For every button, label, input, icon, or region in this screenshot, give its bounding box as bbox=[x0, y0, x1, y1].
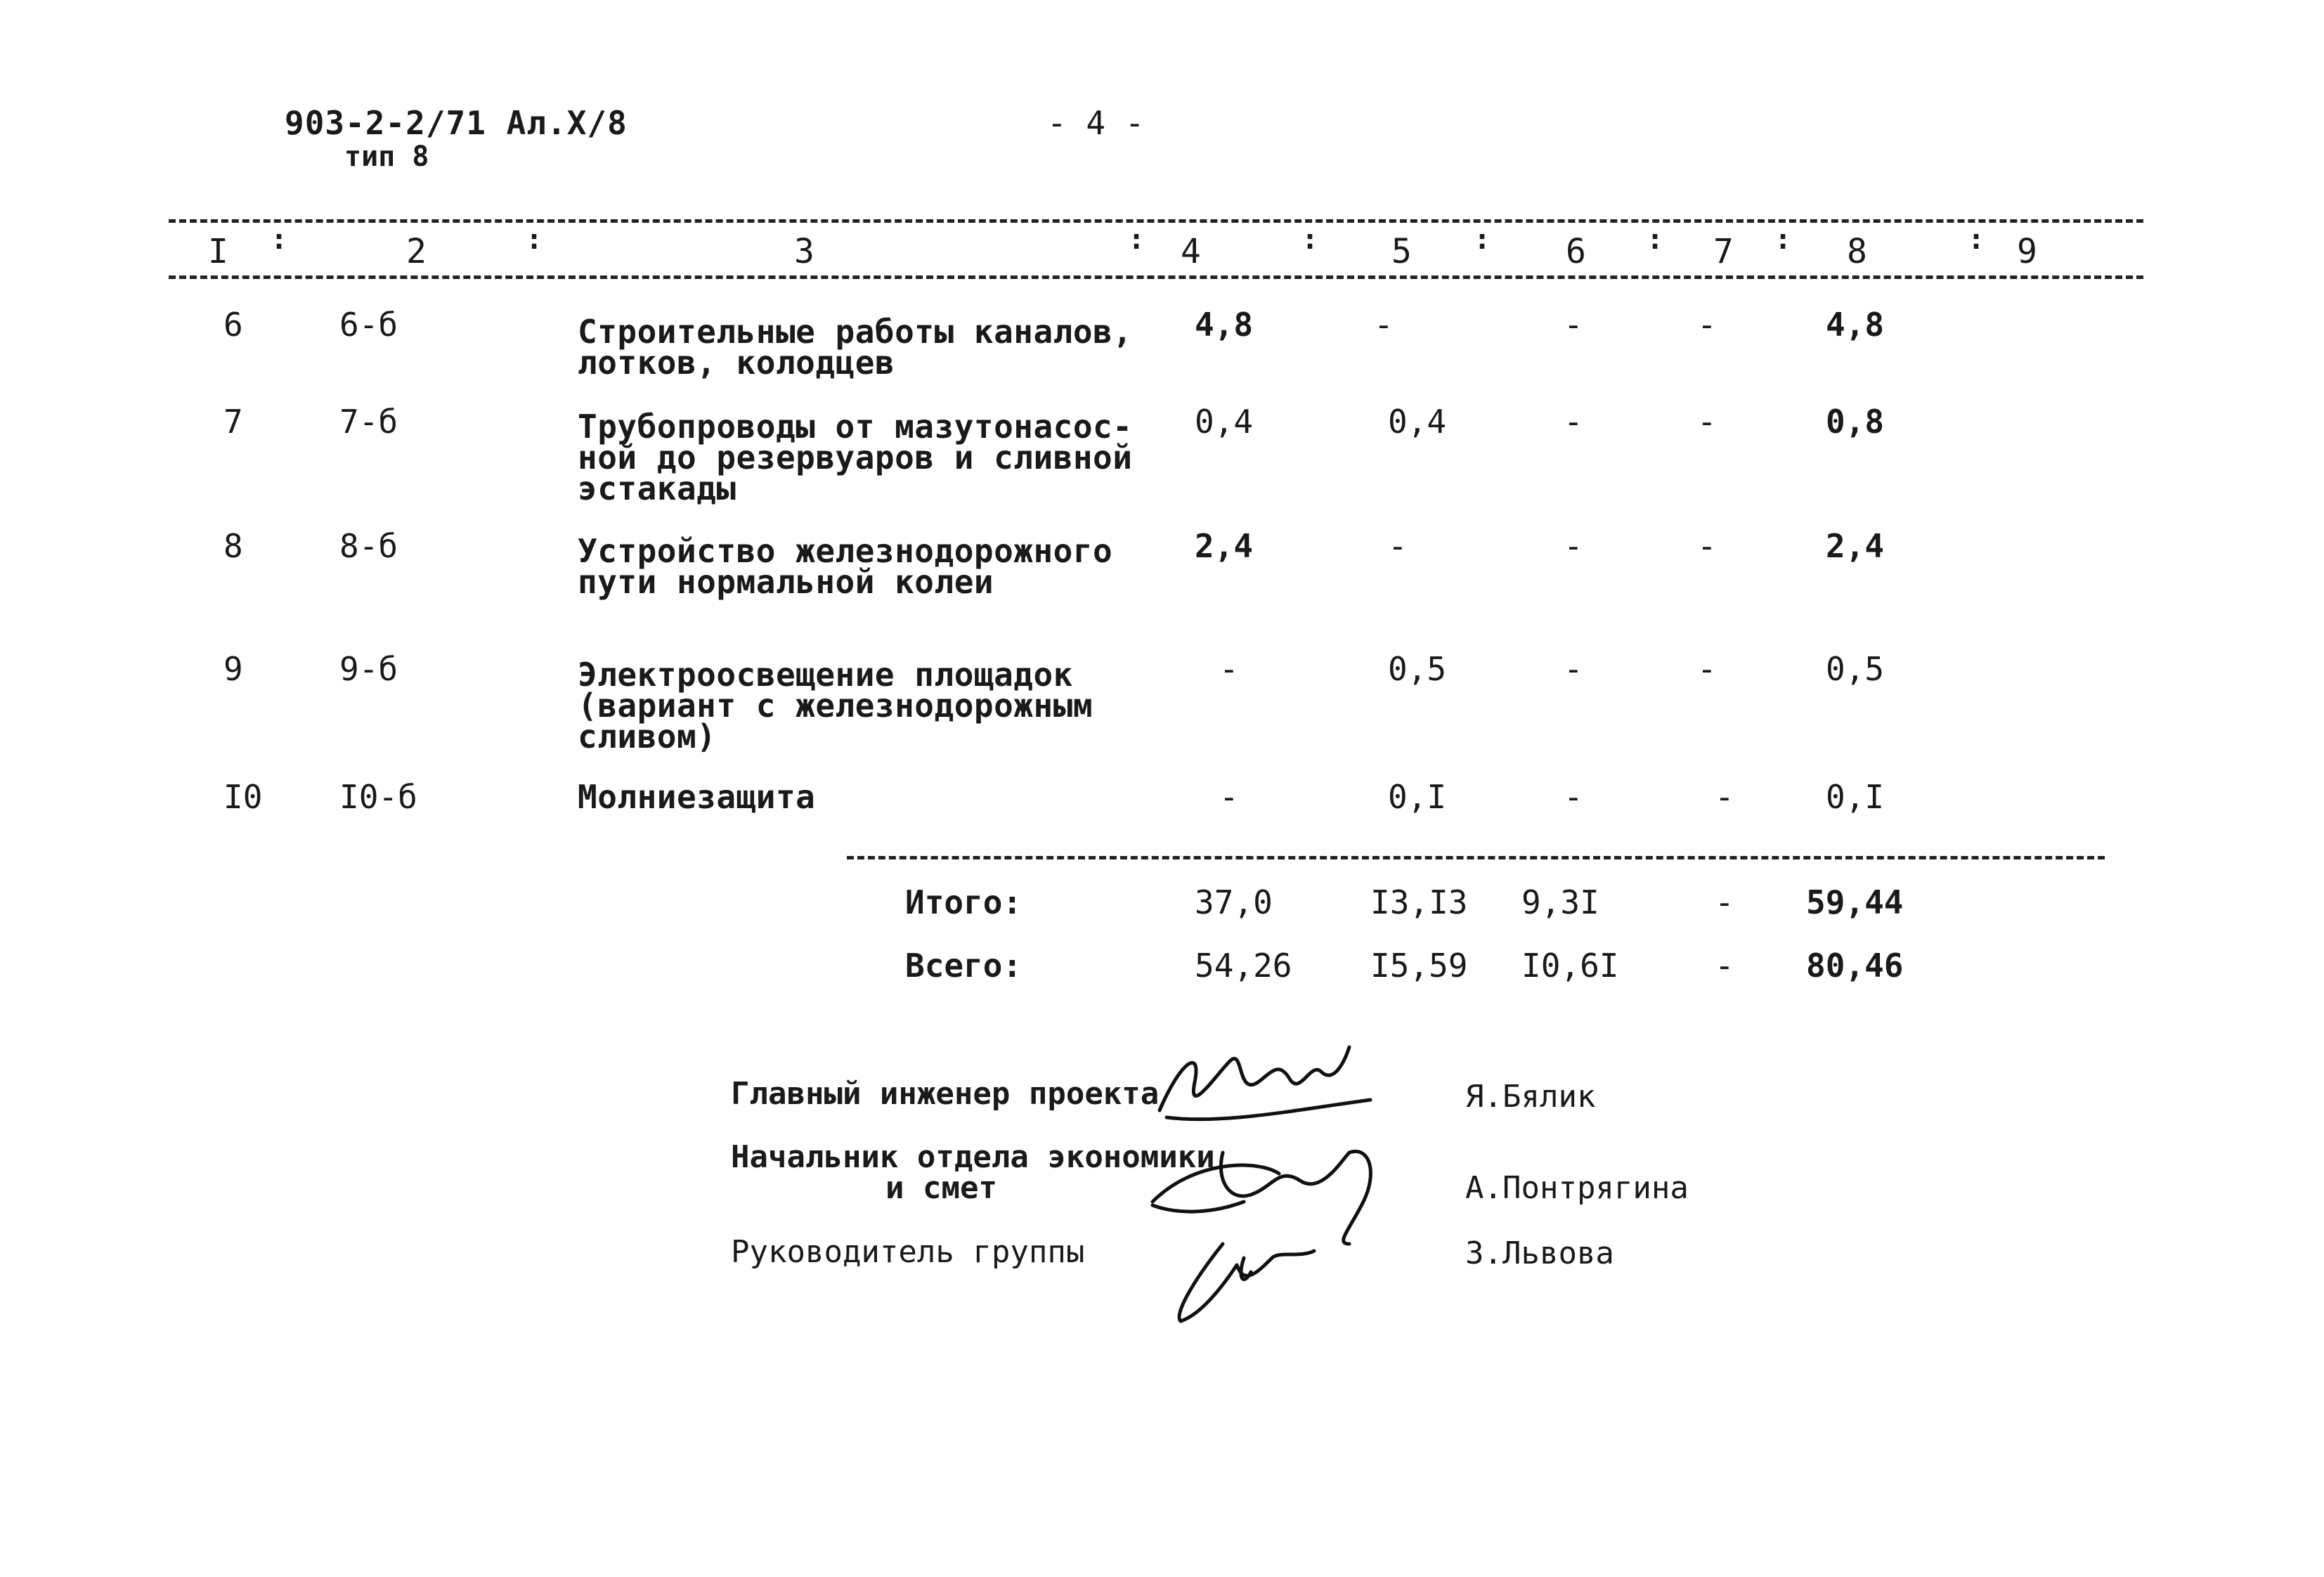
cell-col8: 0,I bbox=[1826, 778, 1885, 816]
signature-dept-head bbox=[1153, 1151, 1370, 1244]
cell-col6: - bbox=[1564, 403, 1583, 441]
cell-col5: 0,4 bbox=[1388, 403, 1447, 441]
row-number: 8 bbox=[223, 527, 243, 565]
cell-col6: - bbox=[1564, 650, 1583, 688]
description-line: (вариант с железнодорожным bbox=[578, 687, 1093, 725]
description-line: лотков, колодцев bbox=[578, 344, 895, 382]
description-line: эстакады bbox=[578, 469, 736, 507]
col-header-4: 4 bbox=[1181, 232, 1201, 271]
document-type: тип 8 bbox=[344, 141, 429, 173]
grand-total-col8: 80,46 bbox=[1806, 947, 1904, 985]
total-col5: I3,I3 bbox=[1370, 883, 1468, 921]
col-separator: : bbox=[271, 223, 288, 256]
signature-chief-engineer bbox=[1160, 1047, 1370, 1120]
document-code: 903-2-2/71 Ал.X/8 bbox=[285, 104, 628, 142]
cell-col5: 0,5 bbox=[1388, 650, 1447, 688]
total-col8: 59,44 bbox=[1806, 883, 1904, 921]
col-header-5: 5 bbox=[1391, 232, 1412, 271]
col-separator: : bbox=[1474, 223, 1491, 256]
row-description bbox=[578, 313, 1133, 382]
total-col4: 37,0 bbox=[1195, 883, 1273, 921]
cell-col4: - bbox=[1219, 650, 1239, 688]
grand-total-col6: I0,6I bbox=[1521, 947, 1619, 985]
cell-col4: 0,4 bbox=[1195, 403, 1254, 441]
total-label: Итого: bbox=[905, 883, 1023, 921]
cell-col7: - bbox=[1697, 650, 1717, 688]
grand-total-col5: I5,59 bbox=[1370, 947, 1468, 985]
description-line: ной до резервуаров и сливной bbox=[578, 439, 1133, 476]
signature-title-line: Руководитель группы bbox=[731, 1234, 1085, 1270]
handwritten-signatures bbox=[1138, 1019, 1434, 1335]
signature-name: Я.Бялик bbox=[1465, 1079, 1596, 1115]
col-header-1: I bbox=[208, 232, 228, 271]
description-line: Устройство железнодорожного bbox=[578, 532, 1113, 570]
col-header-6: 6 bbox=[1566, 232, 1586, 271]
col-separator: : bbox=[1968, 223, 1985, 256]
signature-title-line: и смет bbox=[885, 1170, 997, 1206]
cell-col7: - bbox=[1697, 403, 1717, 441]
cell-col7: - bbox=[1697, 527, 1717, 565]
col-separator: : bbox=[1647, 223, 1664, 256]
description-line: Молниезащита bbox=[578, 778, 816, 816]
signature-name: А.Понтрягина bbox=[1465, 1170, 1689, 1206]
col-separator: : bbox=[1301, 223, 1319, 256]
cell-col8: 4,8 bbox=[1826, 306, 1885, 344]
row-number: I0 bbox=[223, 778, 263, 816]
row-code: 8-б bbox=[339, 527, 398, 565]
row-number: 9 bbox=[223, 650, 243, 688]
description-line: сливом) bbox=[578, 718, 717, 755]
row-description bbox=[578, 408, 1133, 507]
cell-col4: 4,8 bbox=[1195, 306, 1254, 344]
row-code: 7-б bbox=[339, 403, 398, 441]
col-header-8: 8 bbox=[1847, 232, 1867, 271]
cell-col7: - bbox=[1697, 306, 1717, 344]
col-header-7: 7 bbox=[1713, 232, 1734, 271]
header-top-rule bbox=[169, 219, 2143, 223]
total-col6: 9,3I bbox=[1521, 883, 1599, 921]
cell-col5: 0,I bbox=[1388, 778, 1447, 816]
cell-col6: - bbox=[1564, 778, 1583, 816]
col-separator: : bbox=[1774, 223, 1792, 256]
col-header-9: 9 bbox=[2017, 232, 2037, 271]
row-description bbox=[578, 778, 816, 816]
signature-title bbox=[731, 1076, 1160, 1112]
page-number: - 4 - bbox=[1047, 104, 1145, 142]
description-line: Строительные работы каналов, bbox=[578, 313, 1133, 351]
row-number: 6 bbox=[223, 306, 243, 344]
row-number: 7 bbox=[223, 403, 243, 441]
row-description bbox=[578, 656, 1093, 755]
signature-title bbox=[731, 1234, 1085, 1270]
cell-col8: 0,8 bbox=[1826, 403, 1885, 441]
cell-col5: - bbox=[1374, 306, 1394, 344]
col-header-3: 3 bbox=[794, 232, 814, 271]
col-header-2: 2 bbox=[406, 232, 427, 271]
cell-col7: - bbox=[1715, 778, 1734, 816]
row-code: 9-б bbox=[339, 650, 398, 688]
description-line: пути нормальной колеи bbox=[578, 563, 994, 601]
row-description bbox=[578, 532, 1113, 601]
totals-rule bbox=[847, 856, 2105, 859]
grand-total-col4: 54,26 bbox=[1195, 947, 1292, 985]
cell-col5: - bbox=[1388, 527, 1408, 565]
grand-total-label: Всего: bbox=[905, 947, 1023, 985]
header-bottom-rule bbox=[169, 275, 2143, 279]
signature-group-lead bbox=[1179, 1244, 1314, 1321]
col-separator: : bbox=[526, 223, 543, 256]
cell-col8: 0,5 bbox=[1826, 650, 1885, 688]
row-code: 6-б bbox=[339, 306, 398, 344]
row-code: I0-б bbox=[339, 778, 417, 816]
cell-col4: 2,4 bbox=[1195, 527, 1254, 565]
description-line: Трубопроводы от мазутонасос- bbox=[578, 408, 1133, 446]
cell-col8: 2,4 bbox=[1826, 527, 1885, 565]
description-line: Электроосвещение площадок bbox=[578, 656, 1073, 694]
total-col7: - bbox=[1715, 883, 1734, 921]
signature-title-line: Главный инженер проекта bbox=[731, 1076, 1160, 1112]
signature-name: З.Львова bbox=[1465, 1235, 1614, 1271]
cell-col4: - bbox=[1219, 778, 1239, 816]
cell-col6: - bbox=[1564, 527, 1583, 565]
cell-col6: - bbox=[1564, 306, 1583, 344]
signature-title-line: Начальник отдела экономики bbox=[731, 1139, 1215, 1175]
col-separator: : bbox=[1128, 223, 1145, 256]
grand-total-col7: - bbox=[1715, 947, 1734, 985]
